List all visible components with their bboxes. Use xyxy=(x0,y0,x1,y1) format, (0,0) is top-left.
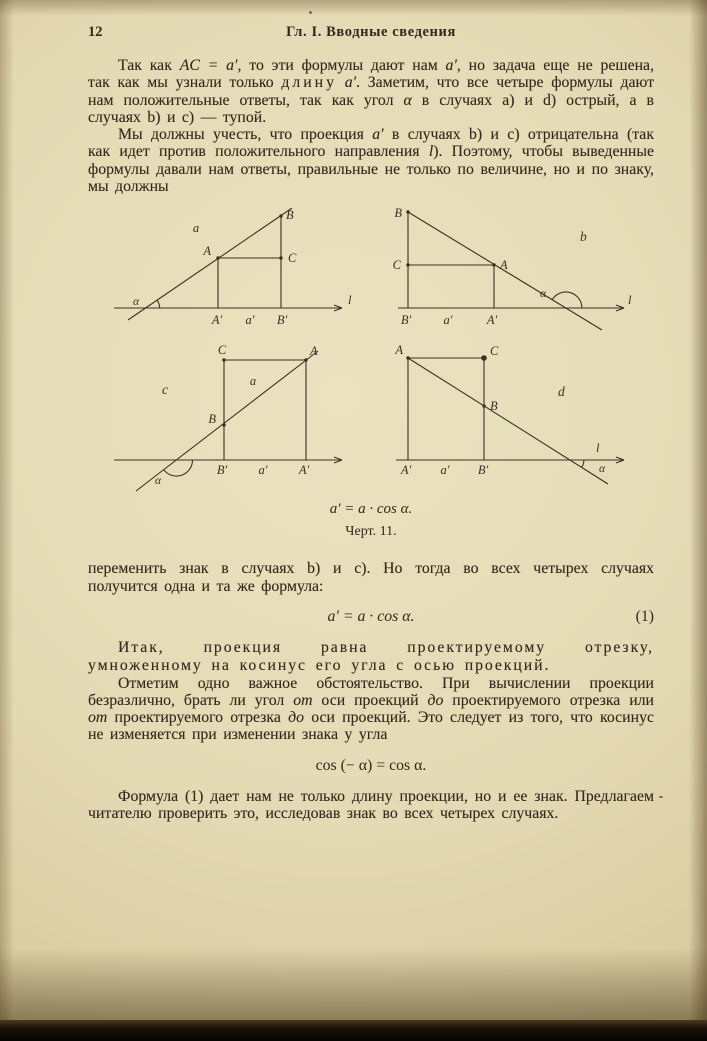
point-dot xyxy=(492,264,495,267)
figure-formula: a′ = a · cos α. xyxy=(329,501,413,518)
paragraph-6: Формула (1) дает нам не только длину проекции, но и ее знак. Предлагаем читателю проверить это, исследовав знак во всех четырех случаях. xyxy=(88,787,654,823)
case-label: c xyxy=(162,382,168,398)
running-header xyxy=(88,24,654,44)
page-edge-shadow-right xyxy=(689,0,707,1041)
point-label-B: B xyxy=(286,208,294,223)
axis-label-B-prime: B′ xyxy=(216,463,228,478)
point-label-B: B xyxy=(490,399,498,414)
axis-name-label: l xyxy=(628,293,632,308)
page-edge-shadow-bottom xyxy=(0,948,707,1023)
slant-segment xyxy=(128,208,292,320)
point-label-C: C xyxy=(392,258,401,273)
point-label-C: C xyxy=(288,251,297,266)
page-edge-shadow-top xyxy=(0,0,707,16)
point-label-C: C xyxy=(490,344,499,359)
point-label-C: C xyxy=(217,343,227,358)
axis-label-A-prime: A′ xyxy=(211,313,223,328)
angle-arc xyxy=(552,292,582,308)
axis-label-a-prime: a′ xyxy=(245,313,255,328)
formula-1-row xyxy=(88,608,654,626)
angle-label: α xyxy=(132,296,140,309)
axis-name-label: l xyxy=(348,293,352,308)
diagram-a xyxy=(114,208,352,327)
paragraph-1: Так как AC = a′, то эти формулы дают нам a′, но задача еще не решена, так как мы узнали только длину a′. Заметим, что все четыре формулы дают нам положительные ответы, так как угол α в случаях a) и d) острый, а в случаях b) и c) — тупой. xyxy=(88,57,655,126)
diagram-b xyxy=(393,208,632,330)
point-label-B: B xyxy=(208,412,216,427)
point-dot xyxy=(222,359,225,362)
paragraph-2: Мы должны учесть, что проекция a′ в случаях b) и c) отрицательна (так как идет против положительного направления l). Поэтому, чтобы выведенные формулы давали нам ответы, правильные не только по величине, но и по знаку, мы должны xyxy=(88,126,655,196)
page-number: 12 xyxy=(88,24,103,40)
point-dot xyxy=(482,405,485,408)
diagram-c xyxy=(114,343,342,491)
formula-1-number: (1) xyxy=(635,607,654,625)
angle-label: α xyxy=(599,463,606,476)
axis-label-B-prime: B′ xyxy=(400,313,412,328)
point-dot xyxy=(279,257,282,260)
angle-label: α xyxy=(154,475,162,488)
axis-label-B-prime: B′ xyxy=(276,313,288,328)
point-dot xyxy=(406,264,409,267)
angle-arc xyxy=(157,301,159,309)
point-dot xyxy=(304,359,307,362)
scan-black-band xyxy=(0,1020,707,1041)
axis-name-label: l xyxy=(596,441,600,456)
diagram-d xyxy=(394,343,624,484)
point-dot xyxy=(222,424,225,427)
point-label-A: A xyxy=(203,244,211,259)
angle-arc xyxy=(164,460,193,476)
point-dot xyxy=(279,215,282,218)
point-dot xyxy=(406,211,409,214)
axis-label-A-prime: A′ xyxy=(400,463,412,478)
angle-arc xyxy=(582,460,584,468)
paragraph-3: переменить знак в случаях b) и c). Но тогда во всех четырех случаях получится одна и та же формула: xyxy=(88,560,654,595)
axis-label-a-prime: a′ xyxy=(258,463,268,478)
point-dot-bold xyxy=(481,356,487,362)
cos-identity-formula: cos (− α) = cos α. xyxy=(315,756,427,774)
chapter-header: Гл. I. Вводные сведения xyxy=(286,24,456,40)
formula-1: a′ = a · cos α. xyxy=(327,607,415,625)
projection-diagrams xyxy=(96,208,646,492)
slant-segment xyxy=(408,358,608,484)
axis-label-A-prime: A′ xyxy=(298,463,310,478)
point-label-A: A xyxy=(310,344,318,359)
figure-chert-11 xyxy=(88,208,654,540)
paragraph-5: Отметим одно важное обстоятельство. При вычислении проекции безразлично, брать ли угол от оси проекций до проектируемого отрезка или от проектируемого отрезка до оси проекций. Это следует из того, что косинус не изменяется при изменении знака у угла xyxy=(88,674,655,744)
point-label-A: A xyxy=(500,258,508,273)
axis-label-B-prime: B′ xyxy=(477,463,489,478)
page-edge-shadow-left xyxy=(0,0,14,1041)
point-label-B: B xyxy=(394,208,402,221)
segment-label: a xyxy=(249,374,257,389)
point-dot xyxy=(406,357,409,360)
segment-label: a xyxy=(192,221,200,236)
scan-speck xyxy=(659,796,663,798)
page-content xyxy=(88,24,654,822)
point-label-A: A xyxy=(395,343,403,358)
figure-caption: Черт. 11. xyxy=(345,524,397,540)
angle-label: α xyxy=(539,288,546,301)
paragraph-4-emphasized: Итак, проекция равна проектируемому отрезку, умноженному на косинус его угла с осью проекций. xyxy=(88,638,654,674)
case-label: b xyxy=(580,229,587,245)
axis-label-a-prime: a′ xyxy=(440,463,450,478)
case-label: d xyxy=(558,384,565,400)
axis-label-a-prime: a′ xyxy=(443,313,453,328)
point-dot xyxy=(216,257,219,260)
axis-label-A-prime: A′ xyxy=(486,313,498,328)
